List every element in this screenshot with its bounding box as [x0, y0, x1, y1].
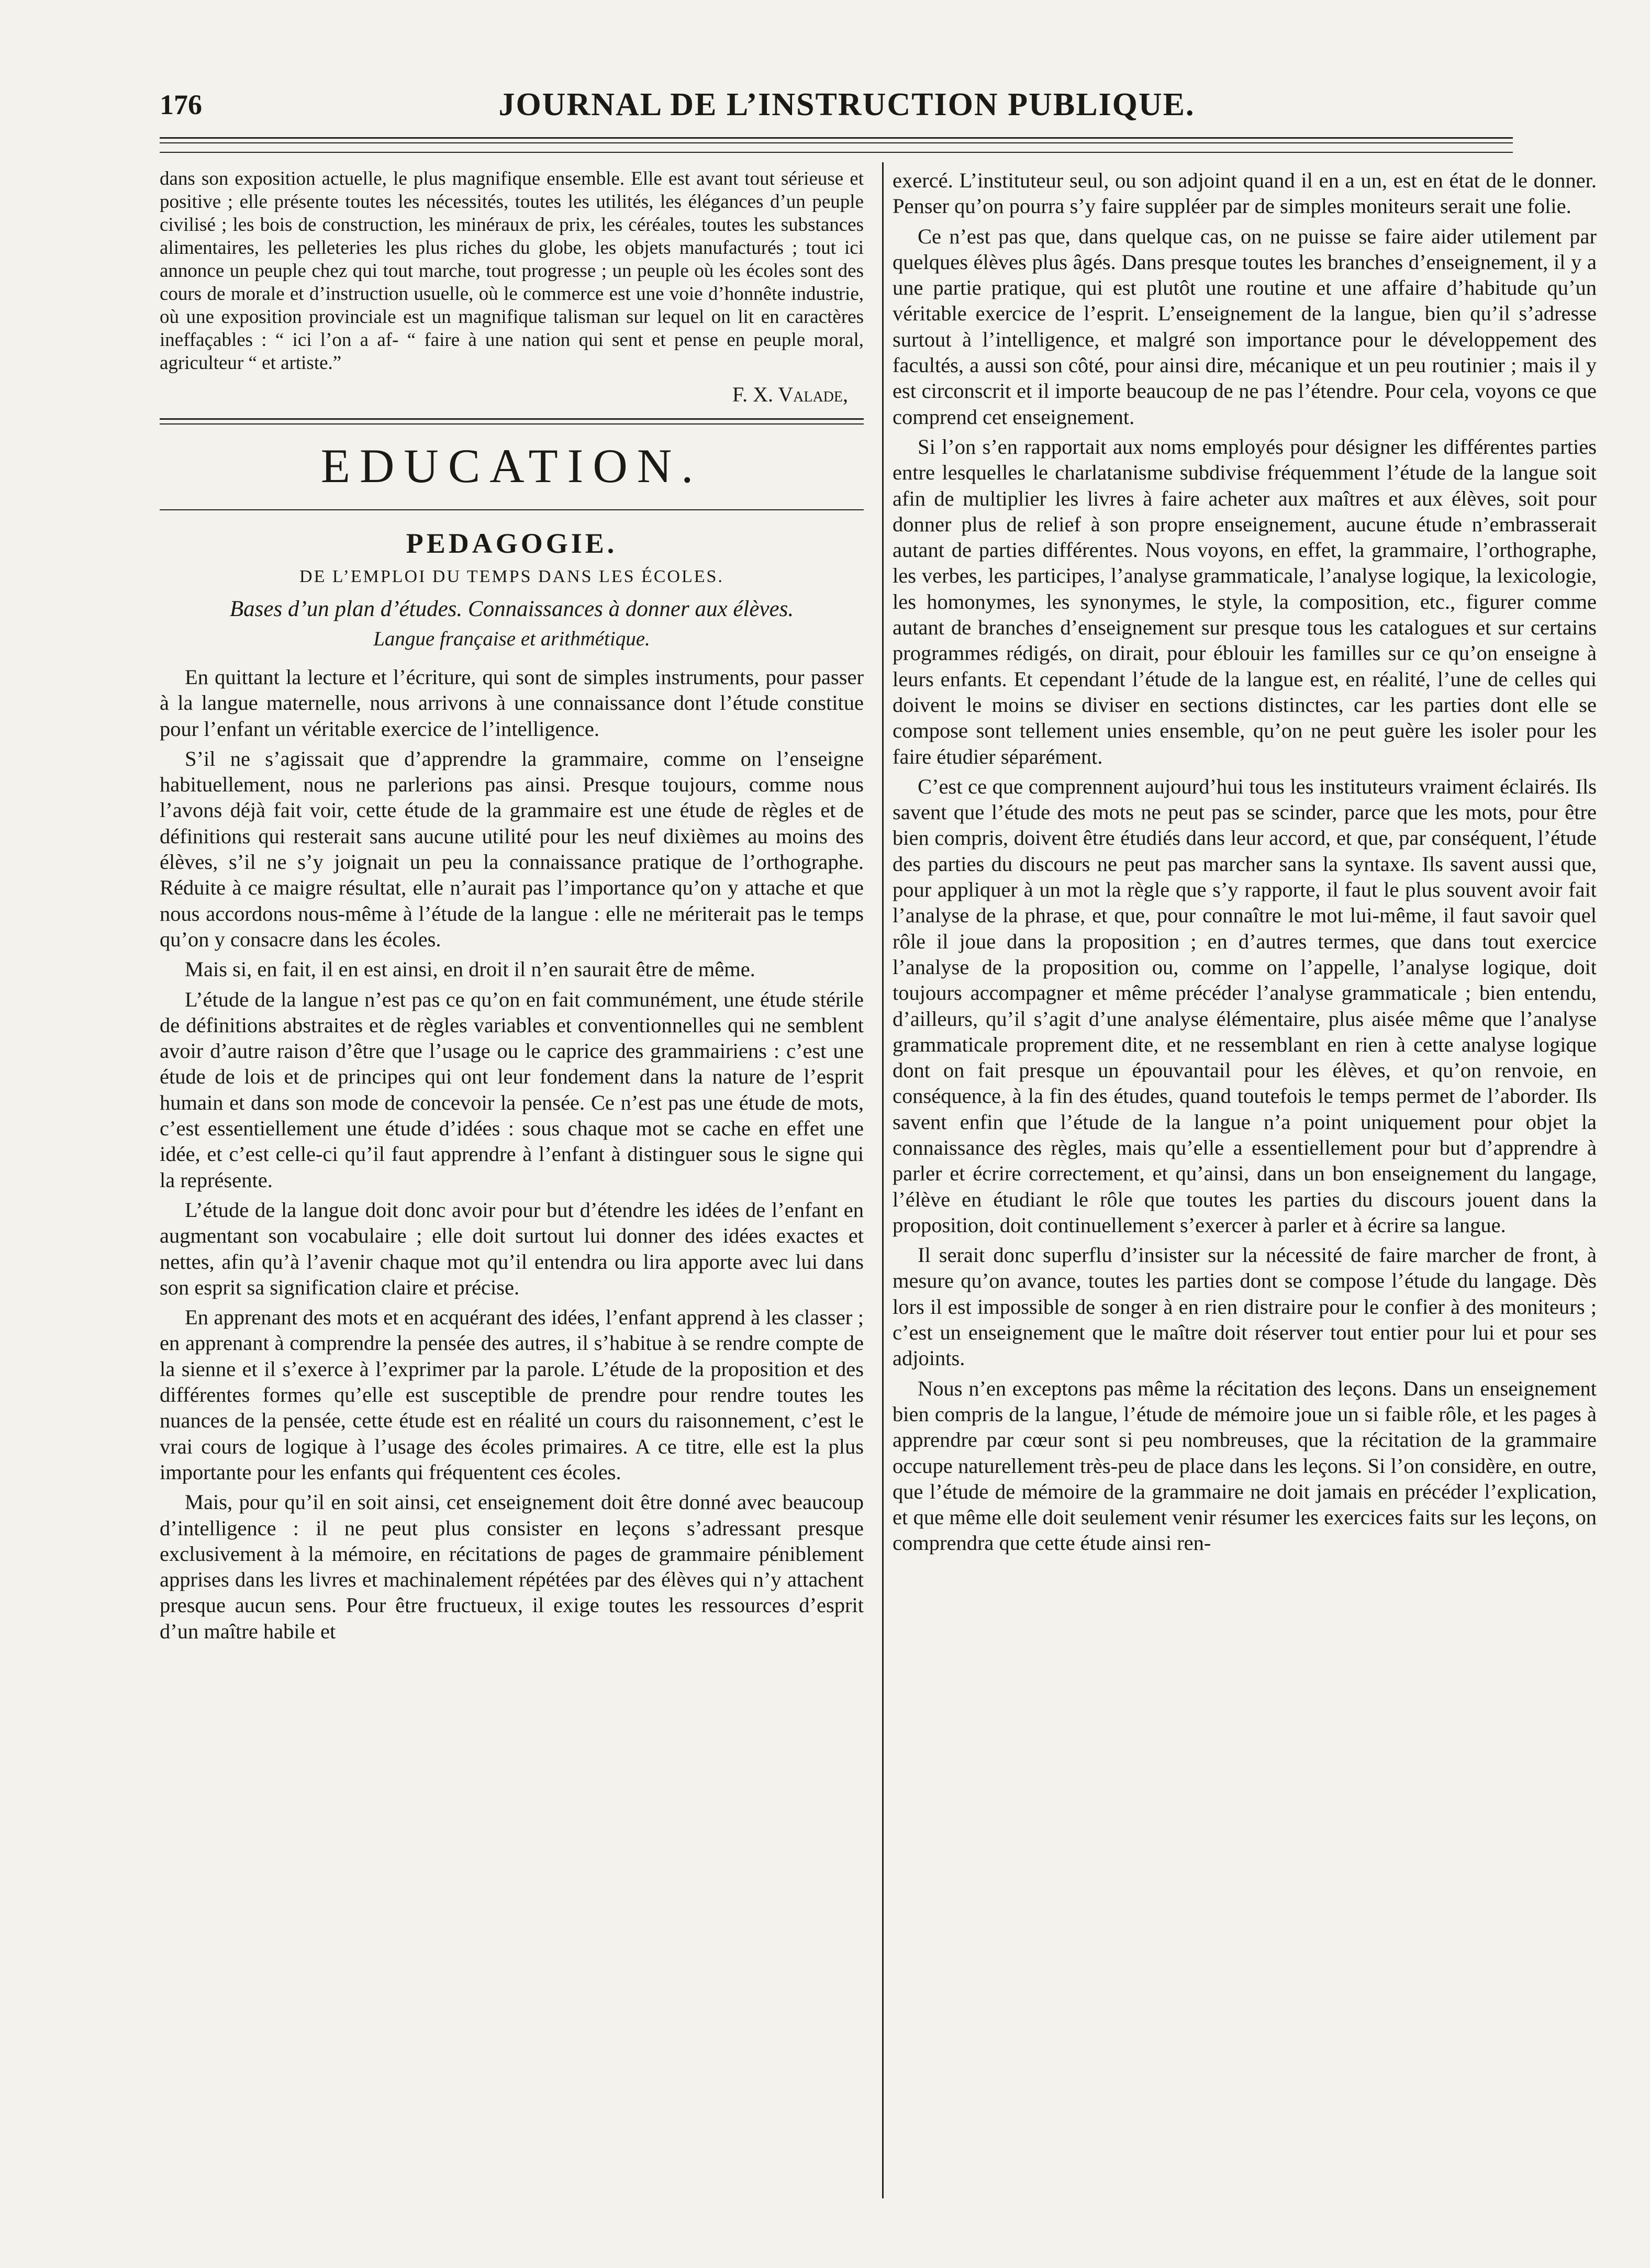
- page-header: [160, 79, 1513, 131]
- column-divider: [882, 162, 884, 2198]
- header-rule: [160, 137, 1513, 139]
- section-rule: [160, 418, 864, 420]
- article-deck-sub: Langue française et arithmétique.: [373, 628, 650, 650]
- body-paragraph: C’est ce que comprennent aujourd’hui tous les instituteurs vraiment éclairés. Ils savent que l’étude des mots ne peut pas se scinder, parce que les mots, pour être bien compris, doivent être étudiés dans leur accord, et que, par conséquent, l’étude des parties du discours ne peut pas marcher sans la syntaxe. Ils savent aussi que, pour appliquer à un mot la règle que s’y rapporte, il faut le plus souvent avoir fait l’analyse de la phrase, et que, pour connaître le mot lui-même, il faut savoir quel rôle il joue dans la proposition ; en d’autres termes, que dans tout exercice l’analyse de la proposition ou, comme on l’appelle, l’analyse logique, doit toujours accompagner et même précéder l’analyse grammaticale ; bien entendu, d’ailleurs, qu’il s’agit d’une analyse élémentaire, plus aisée même que l’analyse grammaticale proprement dite, et ne ressemblant en rien à cette analyse logique dont on fait presque un épouvantail pour les élèves, et qu’on renvoie, en conséquence, à la fin des études, quand toutefois le temps permet de l’aborder. Ils savent enfin que l’étude de la langue n’a point uniquement pour objet la connaissance des règles, mais qu’elle a essentiellement pour but d’apprendre à parler et écrire correctement, et qu’ainsi, dans un bon enseignement du langage, l’élève en étudiant le rôle que toutes les parties du discours jouent dans la proposition, doit continuellement s’exercer à parler et à écrire sa langue.: [893, 774, 1597, 1237]
- body-paragraph: Ce n’est pas que, dans quelque cas, on ne puisse se faire aider utilement par quelques élèves plus âgés. Dans presque toutes les branches d’enseignement, il y a une partie pratique, qui est plutôt une routine et une affaire d’habitude qu’un véritable exercice de l’esprit. L’enseignement de la langue, bien qu’il s’adresse surtout à l’intelligence, et malgré son importance pour le développement des facultés, a aussi son côté, pour ainsi dire, mécanique et un peu routinier ; mais il y est circonscrit et il importe beaucoup de ne pas l’étendre. Pour cela, voyons ce que comprend cet enseignement.: [893, 224, 1597, 429]
- body-paragraph: L’étude de la langue n’est pas ce qu’on en fait communément, une étude stérile de définitions abstraites et de règles variables et conventionnelles qui ne semblent avoir d’autre raison d’être que l’usage ou le caprice des grammairiens : c’est une étude de lois et de principes qui ont leur fondement dans la nature de l’esprit humain et dans son mode de concevoir la pensée. Ce n’est pas une étude de mots, c’est essentiellement une étude d’idées : sous chaque mot se cache en effet une idée, et c’est celle-ci qu’il faut apprendre à l’enfant à distinguer sous le signe qui la représente.: [160, 987, 864, 1192]
- section-title: EDUCATION.: [320, 439, 703, 493]
- page-number: 176: [160, 89, 202, 120]
- subsection-title: PEDAGOGIE.: [406, 528, 618, 559]
- section-rule-lower: [160, 509, 864, 510]
- article-title: DE L’EMPLOI DU TEMPS DANS LES ÉCOLES.: [299, 567, 724, 586]
- right-column: [893, 167, 1597, 1556]
- exposition-paragraph: dans son exposition actuelle, le plus magnifique ensemble. Elle est avant tout sérieuse et positive ; elle présente toutes les nécessités, toutes les utilités, les élégances d’un peuple civilisé ; les bois de construction, les minéraux de prix, les céréales, toutes les substances alimentaires, les pelleteries les plus riches du globe, les objets manufacturés ; tout ici annonce un peuple chez qui tout marche, tout progresse ; un peuple où les écoles sont des cours de morale et d’instruction usuelle, où le commerce est une voie d’honnête industrie, où une exposition provinciale est un magnifique talisman sur lequel on lit en caractères ineffaçables : “ ici l’on a af- “ faire à une nation qui sent et pense en peuple moral, agriculteur “ et artiste.”: [160, 168, 864, 374]
- header-rule-thin: [160, 142, 1513, 143]
- author-signature: F. X. Valade,: [732, 383, 848, 406]
- left-column: [160, 167, 864, 1644]
- body-paragraph: Mais, pour qu’il en soit ainsi, cet enseignement doit être donné avec beaucoup d’intelligence : il ne peut plus consister en leçons s’adressant presque exclusivement à la mémoire, en récitations de pages de grammaire péniblement apprises dans les livres et machinalement répétées par des élèves qui n’y attachent presque aucun sens. Pour être fructueux, il exige toutes les ressources d’esprit d’un maître habile et: [160, 1490, 864, 1643]
- body-paragraph: Si l’on s’en rapportait aux noms employés pour désigner les différentes parties entre lesquelles le charlatanisme subdivise fréquemment l’étude de la langue soit afin de multiplier les livres à faire acheter aux maîtres et aux élèves, soit pour donner plus de relief à son propre enseignement, aucune étude n’embrasserait autant de parties différentes. Nous voyons, en effet, la grammaire, l’orthographe, les verbes, les participes, l’analyse grammaticale, l’analyse logique, la lexicologie, les homonymes, les synonymes, le style, la composition, etc., figurer comme autant de branches d’enseignement sur presque tous les catalogues et sur certains programmes rédigés, on dirait, pour éblouir les familles sur ce qu’on enseigne à leurs enfants. Et cependant l’étude de la langue est, en réalité, l’une de celles qui doivent le moins se diviser en sections distinctes, car les parties dont elle se compose sont tellement unies ensemble, qu’on ne peut guère les isoler pour les faire étudier séparément.: [893, 434, 1597, 768]
- body-paragraph: exercé. L’instituteur seul, ou son adjoint quand il en a un, est en état de le donner. Penser qu’on pourra s’y faire suppléer par de simples moniteurs serait une folie.: [893, 169, 1597, 218]
- article-deck: Bases d’un plan d’études. Connaissances à donner aux élèves.: [229, 597, 794, 621]
- section-rule-thin: [160, 423, 864, 424]
- body-paragraph: Mais si, en fait, il en est ainsi, en droit il n’en saurait être de même.: [185, 957, 755, 981]
- body-paragraph: En apprenant des mots et en acquérant des idées, l’enfant apprend à les classer ; en apprenant à comprendre la pensée des autres, il s’habitue à se rendre compte de la sienne et il s’exerce à l’exprimer par la parole. L’étude de la proposition et des différentes formes qu’elle est susceptible de prendre pour rendre toutes les nuances de la pensée, cette étude est en réalité un cours du raisonnement, c’est le vrai cours de logique à l’usage des écoles primaires. A ce titre, elle est la plus importante pour les enfants qui fréquentent ces écoles.: [160, 1305, 864, 1484]
- body-paragraph: Nous n’en exceptons pas même la récitation des leçons. Dans un enseignement bien compris de la langue, l’étude de mémoire joue un si faible rôle, et les pages à apprendre par cœur sont si peu nombreuses, que la récitation de la grammaire occupe naturellement très-peu de place dans les leçons. Si l’on considère, en outre, que l’étude de mémoire de la grammaire ne doit jamais en précéder l’explication, et que même elle doit seulement venir résumer les exercices faits sur les leçons, on comprendra que cette étude ainsi ren-: [893, 1376, 1597, 1555]
- body-paragraph: En quittant la lecture et l’écriture, qui sont de simples instruments, pour passer à la langue maternelle, nous arrivons à une connaissance dont l’étude constitue pour l’enfant un véritable exercice de l’intelligence.: [160, 665, 864, 741]
- journal-title: JOURNAL DE L’INSTRUCTION PUBLIQUE.: [498, 86, 1195, 122]
- body-paragraph: Il serait donc superflu d’insister sur la nécessité de faire marcher de front, à mesure qu’on avance, toutes les parties dont se compose l’étude du langage. Dès lors il est impossible de songer à en rien distraire pour le confier à des moniteurs ; c’est un enseignement que le maître doit réserver tout entier pour lui et pour ses adjoints.: [893, 1243, 1597, 1370]
- body-paragraph: S’il ne s’agissait que d’apprendre la grammaire, comme on l’enseigne habituellement, nous ne parlerions pas ainsi. Presque toujours, comme nous l’avons déjà fait voir, cette étude de la grammaire est une étude de règles et de définitions qui resterait sans aucune utilité pour les neuf dixièmes au moins des élèves, s’il ne s’y joignait un peu la connaissance pratique de l’orthographe. Réduite à ce maigre résultat, elle n’aurait pas l’importance qu’on y attache et que nous accordons nous-même à l’étude de la langue : elle ne mériterait pas le temps qu’on y consacre dans les écoles.: [160, 746, 864, 951]
- header-rule-lower: [160, 152, 1513, 153]
- body-paragraph: L’étude de la langue doit donc avoir pour but d’étendre les idées de l’enfant en augmentant son vocabulaire ; elle doit surtout lui donner des idées exactes et nettes, afin qu’à l’avenir chaque mot qu’il entendra ou lira apporte avec lui dans son esprit sa signification claire et précise.: [160, 1198, 864, 1299]
